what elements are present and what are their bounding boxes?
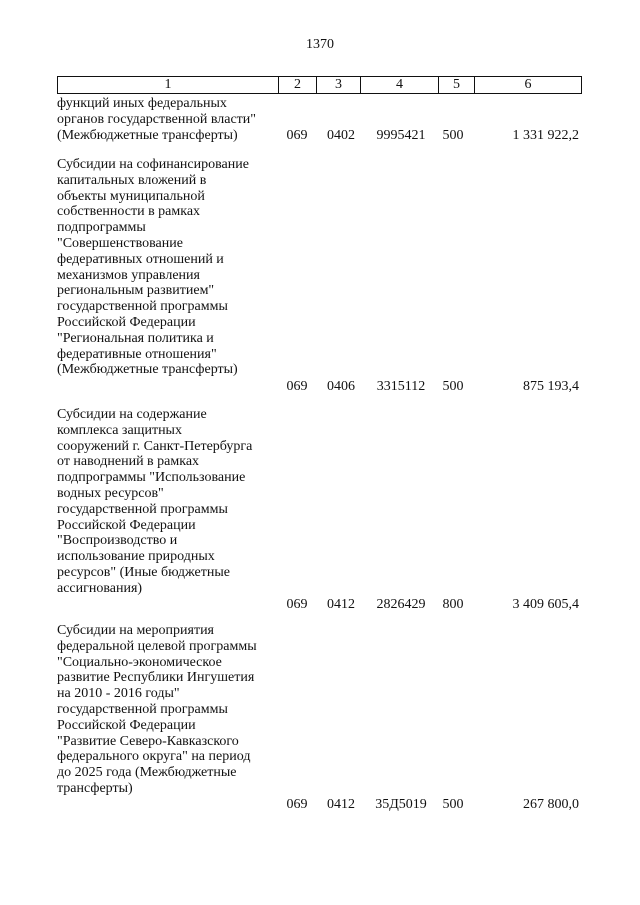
header-col-6: 6 (524, 77, 532, 92)
row-target-code: 3315112 (376, 379, 426, 394)
row-expense-type: 800 (442, 597, 464, 612)
row-expense-type: 500 (442, 128, 464, 143)
row-section-code: 0402 (327, 128, 355, 143)
row-amount: 3 409 605,4 (512, 597, 579, 612)
row-amount: 1 331 922,2 (512, 128, 579, 143)
row-target-code: 35Д5019 (375, 797, 427, 812)
row-section-code: 0412 (327, 597, 355, 612)
page-number: 1370 (306, 37, 334, 52)
header-col-2: 2 (279, 77, 317, 93)
row-description: функций иных федеральных органов государственной власти" (Межбюджетные трансферты) (57, 96, 257, 143)
row-admin-code: 069 (286, 797, 308, 812)
header-col-1: 1 (58, 77, 279, 93)
row-section-code: 0406 (327, 379, 355, 394)
row-admin-code: 069 (286, 379, 308, 394)
row-expense-type: 500 (442, 379, 464, 394)
row-description: Субсидии на содержание комплекса защитных сооружений г. Санкт-Петербурга от наводнений в рамках подпрограммы "Использование водных ресурсов" государственной программы Российской Федерации "Воспроизводство и использование природных ресурсов" (Иные бюджетные ассигнования) (57, 407, 253, 596)
header-col-5: 5 (439, 77, 475, 93)
row-target-code: 9995421 (376, 128, 426, 143)
row-expense-type: 500 (442, 797, 464, 812)
row-amount: 875 193,4 (523, 379, 579, 394)
row-admin-code: 069 (286, 128, 308, 143)
row-description: Субсидии на мероприятия федеральной целевой программы "Социально-экономическое развитие Республики Ингушетия на 2010 - 2016 годы" государственной программы Российской Федерации "Развитие Северо-Кавказского федерального округа" на период до 2025 года (Межбюджетные трансферты) (57, 623, 257, 796)
row-section-code: 0412 (327, 797, 355, 812)
header-col-3: 3 (317, 77, 361, 93)
header-col-4: 4 (361, 77, 439, 93)
row-admin-code: 069 (286, 597, 308, 612)
table-header (57, 76, 582, 94)
row-amount: 267 800,0 (523, 797, 579, 812)
row-target-code: 2826429 (376, 597, 426, 612)
row-description: Субсидии на софинансирование капитальных вложений в объекты муниципальной собственности в рамках подпрограммы "Совершенствование федеративных отношений и механизмов управления региональным развитием" государственной программы Российской Федерации "Региональная политика и федеративные отношения" (Межбюджетные трансферты) (57, 157, 249, 378)
